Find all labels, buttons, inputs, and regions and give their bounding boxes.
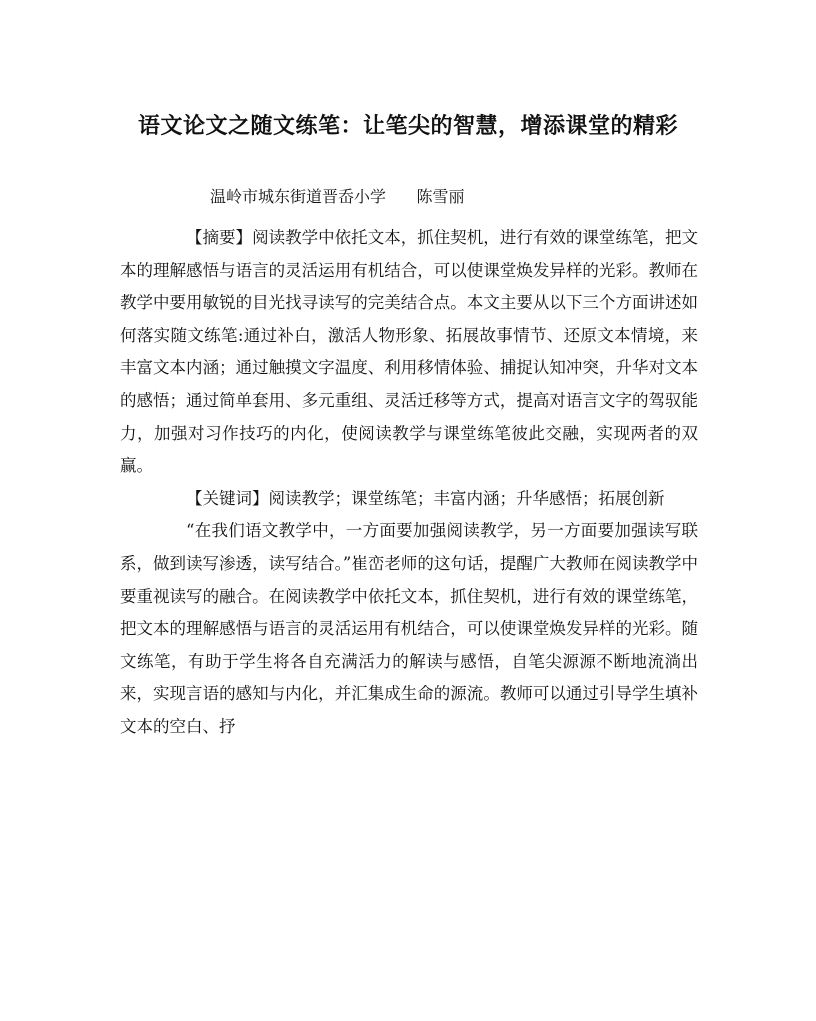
abstract-text: 阅读教学中依托文本，抓住契机，进行有效的课堂练笔，把文本的理解感悟与语言的灵活运用有机结合，可以使课堂焕发异样的光彩。教师在教学中要用敏锐的目光找寻读写的完美结合点。本文主要从以下三个方面讲述如何落实随文练笔:通过补白，激活人物形象、拓展故事情节、还原文本情境，来丰富文本内涵；通过触摸文字温度、利用移情体验、捕捉认知冲突，升华对文本的感悟；通过简单套用、多元重组、灵活迁移等方式，提高对语言文字的驾驭能力，加强对习作技巧的内化，使阅读教学与课堂练笔彼此交融，实现两者的双赢。 [120,228,699,476]
keywords-paragraph [120,483,698,516]
body-paragraph: “在我们语文教学中，一方面要加强阅读教学，另一方面要加强读写联系，做到读写渗透，读写结合。”崔峦老师的这句话，提醒广大教师在阅读教学中要重视读写的融合。在阅读教学中依托文本，抓住契机，进行有效的课堂练笔，把文本的理解感悟与语言的灵活运用有机结合，可以使课堂焕发异样的光彩。随文练笔，有助于学生将各自充满活力的解读与感悟，自笔尖源源不断地流淌出来，实现言语的感知与内化，并汇集成生命的源流。教师可以通过引导学生填补文本的空白、抒 [120,521,698,736]
page-title: 语文论文之随文练笔：让笔尖的智慧，增添课堂的精彩 [137,113,678,139]
author-line: 温岭市城东街道晋岙小学 陈雪丽 [210,187,465,206]
keywords-text: 阅读教学；课堂练笔；丰富内涵；升华感悟；拓展创新 [268,488,665,508]
abstract-paragraph [120,222,698,483]
abstract-label: 【摘要】 [186,228,253,247]
keywords-label: 【关键词】 [186,488,269,508]
document-body [120,222,698,744]
